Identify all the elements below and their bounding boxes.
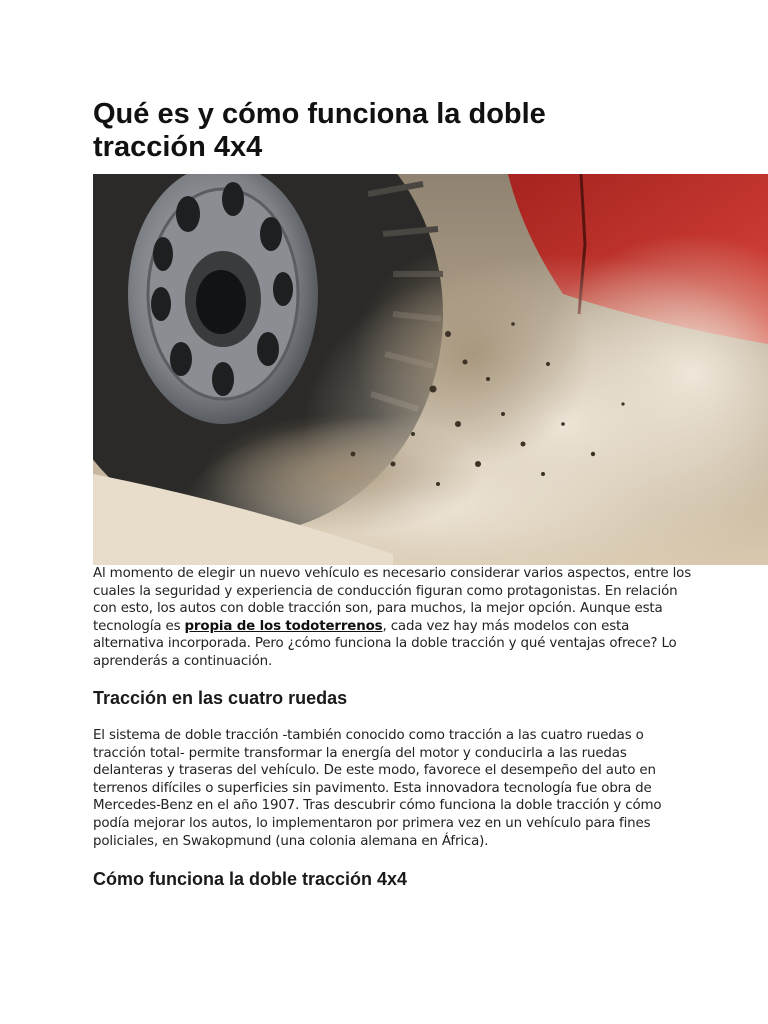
- todoterrenos-link[interactable]: propia de los todoterrenos: [184, 618, 383, 634]
- intro-paragraph: [93, 565, 693, 671]
- section-paragraph-traccion: El sistema de doble tracción -también conocido como tracción a las cuatro ruedas o tracción total- permite transformar la energía del motor y conducirla a las ruedas delanteras y traseras del vehículo. De este modo, favorece el desempeño del auto en terrenos difíciles o superficies sin pavimento. Esta innovadora tecnología fue obra de Mercedes-Benz en el año 1907. Tras descubrir cómo funciona la doble tracción y cómo podía mejorar los autos, lo implementaron por primera vez en un vehículo para fines policiales, en Swakopmund (una colonia alemana en África).: [93, 728, 662, 849]
- section-heading-traccion-cuatro-ruedas: Tracción en las cuatro ruedas: [93, 688, 348, 708]
- hero-image-offroad-wheel: [93, 174, 768, 565]
- article-title: Qué es y cómo funciona la doble tracción 4x4: [93, 98, 546, 163]
- section-heading-como-funciona: Cómo funciona la doble tracción 4x4: [93, 869, 408, 889]
- intro-text-end: , cada vez hay más modelos con esta alternativa incorporada. Pero ¿cómo funciona la doble tracción y qué ventajas ofrece? Lo aprenderás a continuación.: [93, 618, 677, 669]
- intro-text-start: Al momento de elegir un nuevo vehículo es necesario considerar varios aspectos, entre los cuales la seguridad y experiencia de conducción figuran como protagonistas. En relación con esto, los autos con doble tracción son, para muchos, la mejor opción. Aunque esta tecnología es: [93, 566, 692, 634]
